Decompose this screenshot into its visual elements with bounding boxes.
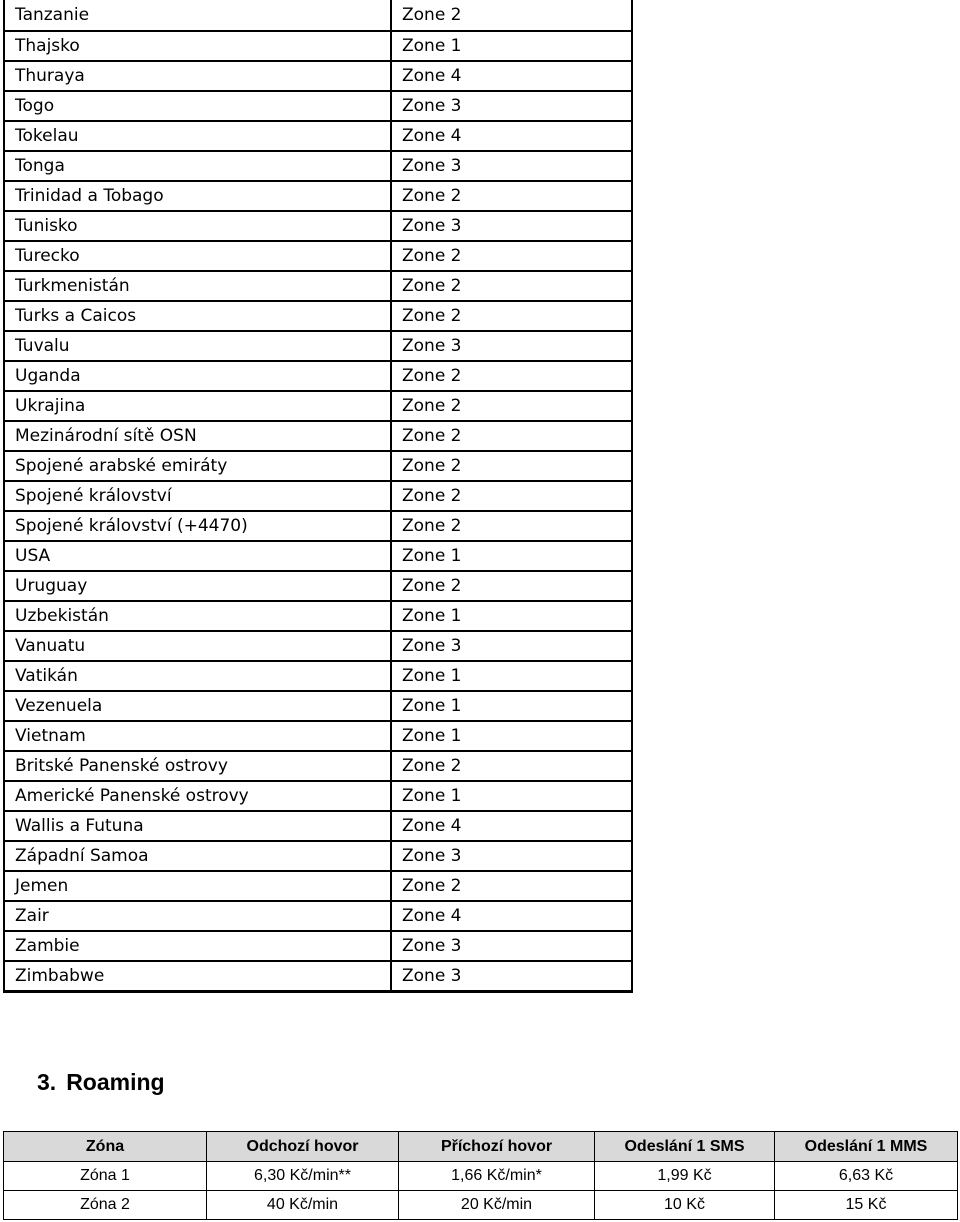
table-row [4, 361, 632, 391]
country-cell: Americké Panenské ostrovy [4, 781, 391, 811]
table-cell: 1,99 Kč [595, 1162, 775, 1191]
table-row [4, 901, 632, 931]
zone-cell: Zone 1 [391, 691, 632, 721]
table-cell: 40 Kč/min [207, 1191, 399, 1220]
zone-cell: Zone 2 [391, 571, 632, 601]
zone-cell: Zone 4 [391, 901, 632, 931]
zone-cell: Zone 2 [391, 751, 632, 781]
zone-cell: Zone 2 [391, 0, 632, 31]
country-cell: Vezenuela [4, 691, 391, 721]
country-cell: Turecko [4, 241, 391, 271]
country-cell: Zimbabwe [4, 961, 391, 992]
country-cell: Turkmenistán [4, 271, 391, 301]
table-cell: 20 Kč/min [399, 1191, 595, 1220]
country-cell: Thuraya [4, 61, 391, 91]
zone-cell: Zone 2 [391, 241, 632, 271]
table-row [4, 661, 632, 691]
table-row [4, 151, 632, 181]
column-header: Odchozí hovor [207, 1132, 399, 1162]
country-cell: Trinidad a Tobago [4, 181, 391, 211]
table-row [4, 181, 632, 211]
table-row [4, 961, 632, 992]
zone-cell: Zone 2 [391, 871, 632, 901]
country-cell: Uganda [4, 361, 391, 391]
country-cell: Tunisko [4, 211, 391, 241]
country-zone-table [3, 0, 633, 993]
table-cell: 6,30 Kč/min** [207, 1162, 399, 1191]
zone-cell: Zone 2 [391, 391, 632, 421]
table-row [4, 421, 632, 451]
country-cell: Uzbekistán [4, 601, 391, 631]
table-row [4, 301, 632, 331]
roaming-table-body [4, 1162, 958, 1220]
country-cell: Spojené království (+4470) [4, 511, 391, 541]
roaming-header-row [4, 1132, 958, 1162]
zone-cell: Zone 1 [391, 661, 632, 691]
section-heading-roaming [37, 1067, 165, 1097]
table-row [4, 871, 632, 901]
country-cell: Mezinárodní sítě OSN [4, 421, 391, 451]
zone-cell: Zone 2 [391, 301, 632, 331]
country-cell: Tanzanie [4, 0, 391, 31]
zone-cell: Zone 3 [391, 91, 632, 121]
country-cell: Uruguay [4, 571, 391, 601]
zone-cell: Zone 1 [391, 541, 632, 571]
column-header: Příchozí hovor [399, 1132, 595, 1162]
table-row [4, 451, 632, 481]
zone-cell: Zone 3 [391, 961, 632, 992]
column-header: Zóna [4, 1132, 207, 1162]
table-cell: Zóna 2 [4, 1191, 207, 1220]
table-cell: 6,63 Kč [775, 1162, 958, 1191]
zone-cell: Zone 3 [391, 631, 632, 661]
country-cell: Britské Panenské ostrovy [4, 751, 391, 781]
table-cell: Zóna 1 [4, 1162, 207, 1191]
table-row [4, 541, 632, 571]
country-cell: Turks a Caicos [4, 301, 391, 331]
table-row [4, 61, 632, 91]
zone-cell: Zone 2 [391, 361, 632, 391]
zone-cell: Zone 2 [391, 451, 632, 481]
country-cell: Vanuatu [4, 631, 391, 661]
country-zone-table-body [4, 0, 632, 992]
section-title: Roaming [66, 1069, 165, 1095]
zone-cell: Zone 4 [391, 121, 632, 151]
roaming-price-table [3, 1131, 958, 1220]
table-row [4, 0, 632, 31]
table-row [4, 691, 632, 721]
zone-cell: Zone 3 [391, 841, 632, 871]
table-row [4, 331, 632, 361]
table-row [4, 1191, 958, 1220]
table-row [4, 811, 632, 841]
zone-cell: Zone 1 [391, 31, 632, 61]
table-row [4, 601, 632, 631]
table-row [4, 211, 632, 241]
table-row [4, 1162, 958, 1191]
table-row [4, 511, 632, 541]
country-cell: Vietnam [4, 721, 391, 751]
zone-cell: Zone 3 [391, 331, 632, 361]
table-row [4, 631, 632, 661]
table-row [4, 241, 632, 271]
country-cell: Jemen [4, 871, 391, 901]
zone-cell: Zone 2 [391, 271, 632, 301]
country-cell: Tuvalu [4, 331, 391, 361]
country-cell: Vatikán [4, 661, 391, 691]
table-row [4, 121, 632, 151]
table-row [4, 31, 632, 61]
table-row [4, 391, 632, 421]
country-cell: Wallis a Futuna [4, 811, 391, 841]
zone-cell: Zone 1 [391, 781, 632, 811]
table-row [4, 271, 632, 301]
table-cell: 15 Kč [775, 1191, 958, 1220]
zone-cell: Zone 2 [391, 481, 632, 511]
table-row [4, 481, 632, 511]
zone-cell: Zone 3 [391, 931, 632, 961]
country-cell: Zambie [4, 931, 391, 961]
column-header: Odeslání 1 SMS [595, 1132, 775, 1162]
table-row [4, 841, 632, 871]
table-row [4, 751, 632, 781]
country-cell: Togo [4, 91, 391, 121]
zone-cell: Zone 1 [391, 601, 632, 631]
country-cell: Thajsko [4, 31, 391, 61]
table-cell: 1,66 Kč/min* [399, 1162, 595, 1191]
country-cell: Tokelau [4, 121, 391, 151]
zone-cell: Zone 2 [391, 511, 632, 541]
zone-cell: Zone 3 [391, 211, 632, 241]
country-cell: USA [4, 541, 391, 571]
table-row [4, 721, 632, 751]
zone-cell: Zone 4 [391, 61, 632, 91]
zone-cell: Zone 2 [391, 181, 632, 211]
table-row [4, 571, 632, 601]
zone-cell: Zone 4 [391, 811, 632, 841]
zone-cell: Zone 1 [391, 721, 632, 751]
zone-cell: Zone 3 [391, 151, 632, 181]
section-number: 3. [37, 1069, 57, 1095]
country-cell: Západní Samoa [4, 841, 391, 871]
country-cell: Zair [4, 901, 391, 931]
table-row [4, 91, 632, 121]
country-cell: Tonga [4, 151, 391, 181]
table-row [4, 781, 632, 811]
column-header: Odeslání 1 MMS [775, 1132, 958, 1162]
country-cell: Ukrajina [4, 391, 391, 421]
zone-cell: Zone 2 [391, 421, 632, 451]
country-cell: Spojené království [4, 481, 391, 511]
table-row [4, 931, 632, 961]
table-cell: 10 Kč [595, 1191, 775, 1220]
country-cell: Spojené arabské emiráty [4, 451, 391, 481]
